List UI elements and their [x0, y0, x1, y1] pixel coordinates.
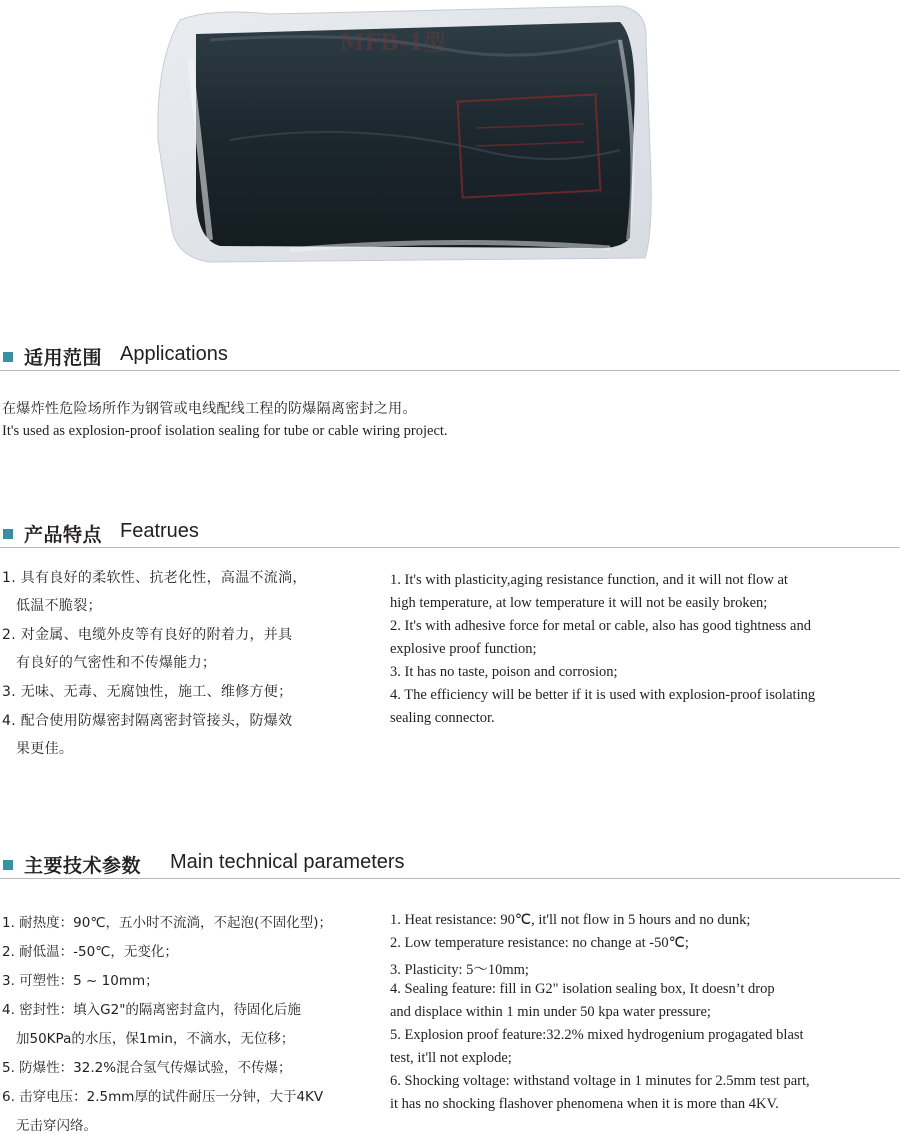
list-item: 低温不脆裂；	[16, 598, 102, 614]
section-divider	[0, 370, 900, 371]
list-item: 1. 耐热度：90℃，五小时不流淌，不起泡(不固化型)；	[2, 915, 333, 931]
list-item: 6. 击穿电压：2.5mm厚的试件耐压一分钟，大于4KV	[2, 1089, 324, 1105]
list-item: 6. Shocking voltage: withstand voltage in 1 minutes for 2.5mm test part,	[390, 1073, 810, 1089]
section-marker-icon	[3, 529, 13, 539]
section-header-applications	[0, 343, 900, 373]
package-label: MFB-1型	[340, 30, 446, 56]
section-header-parameters	[0, 851, 900, 881]
list-item: sealing connector.	[390, 710, 495, 726]
section-header-features	[0, 520, 900, 550]
list-item: 有良好的气密性和不传爆能力；	[16, 655, 217, 671]
list-item: it has no shocking flashover phenomena when it is more than 4KV.	[390, 1096, 779, 1112]
section-title-en: Applications	[120, 343, 228, 365]
list-item: 果更佳。	[16, 741, 74, 757]
section-title-zh: 适用范围	[24, 347, 103, 369]
list-item: 2. 耐低温：-50℃，无变化；	[2, 944, 178, 960]
list-item: 4. Sealing feature: fill in G2" isolation sealing box, It doesn’t drop	[390, 981, 775, 997]
list-item: 1. It's with plasticity,aging resistance function, and it will not flow at	[390, 572, 788, 588]
list-item: 加50KPa的水压，保1min，不滴水，无位移；	[16, 1031, 295, 1047]
section-divider	[0, 878, 900, 879]
list-item: explosive proof function;	[390, 641, 537, 657]
section-title-zh: 产品特点	[24, 524, 103, 546]
list-item: 2. Low temperature resistance: no change at -50℃;	[390, 935, 689, 951]
list-item: 1. 具有良好的柔软性、抗老化性，高温不流淌，	[2, 570, 307, 586]
product-photo	[150, 0, 660, 268]
list-item: 3. 无味、无毒、无腐蚀性，施工、维修方便；	[2, 684, 293, 700]
list-item: 2. 对金属、电缆外皮等有良好的附着力，并具	[2, 627, 293, 643]
list-item: 3. It has no taste, poison and corrosion;	[390, 664, 618, 680]
list-item: 4. 密封性：填入G2"的隔离密封盒内，待固化后施	[2, 1002, 301, 1018]
list-item: high temperature, at low temperature it will not be easily broken;	[390, 595, 768, 611]
list-item: test, it'll not explode;	[390, 1050, 512, 1066]
applications-text-zh: 在爆炸性危险场所作为钢管或电线配线工程的防爆隔离密封之用。	[2, 401, 417, 417]
section-marker-icon	[3, 352, 13, 362]
section-marker-icon	[3, 860, 13, 870]
list-item: 5. Explosion proof feature:32.2% mixed hydrogenium progagated blast	[390, 1027, 804, 1043]
list-item: 1. Heat resistance: 90℃, it'll not flow in 5 hours and no dunk;	[390, 912, 751, 928]
list-item: 4. The efficiency will be better if it is used with explosion-proof isolating	[390, 687, 816, 703]
applications-text-en: It's used as explosion-proof isolation sealing for tube or cable wiring project.	[2, 423, 448, 439]
list-item: 3. 可塑性：5 ~ 10mm；	[2, 973, 159, 989]
section-title-zh: 主要技术参数	[24, 855, 142, 877]
list-item: 4. 配合使用防爆密封隔离密封管接头，防爆效	[2, 713, 293, 729]
sealing-compound-package-image	[150, 0, 660, 268]
list-item: and displace within 1 min under 50 kpa water pressure;	[390, 1004, 711, 1020]
list-item: 无击穿闪络。	[16, 1118, 97, 1134]
section-title-en: Main technical parameters	[170, 851, 405, 873]
section-divider	[0, 547, 900, 548]
list-item: 5. 防爆性：32.2%混合氢气传爆试验，不传爆；	[2, 1060, 292, 1076]
section-title-en: Featrues	[120, 520, 199, 542]
list-item: 3. Plasticity: 5～10mm;	[390, 962, 529, 978]
list-item: 2. It's with adhesive force for metal or cable, also has good tightness and	[390, 618, 811, 634]
